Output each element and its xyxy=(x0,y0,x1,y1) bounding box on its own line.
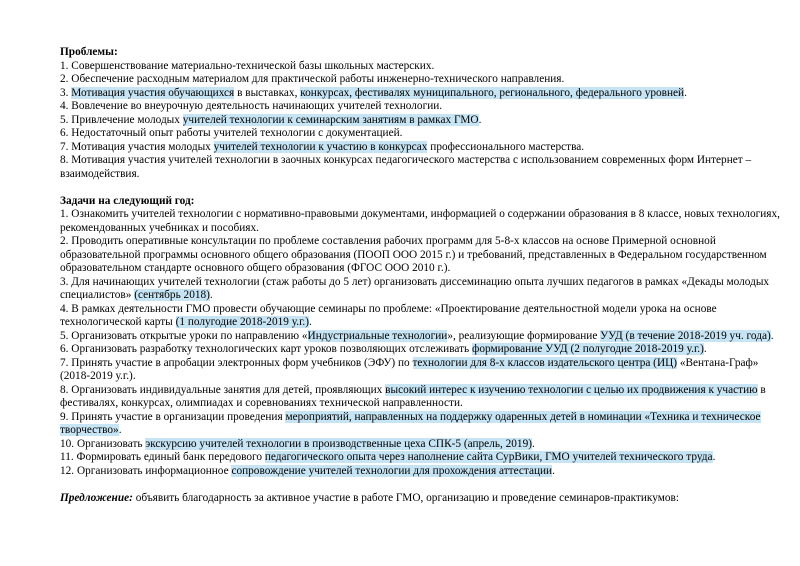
section-heading xyxy=(60,195,786,209)
paragraph xyxy=(60,411,786,438)
paragraph xyxy=(60,100,786,114)
paragraph xyxy=(60,154,786,181)
text-run: Предложение: xyxy=(60,491,133,504)
text-run: «Вентана-Граф» (2018-2019 у.г.). xyxy=(60,356,759,382)
paragraph xyxy=(60,438,786,452)
text-run: 11. Формировать единый банк передового xyxy=(60,451,265,463)
text-run: . xyxy=(712,451,716,463)
paragraph xyxy=(60,141,786,155)
section-heading xyxy=(60,46,786,60)
text-run: », реализующие формирование xyxy=(447,329,601,342)
paragraph xyxy=(60,357,786,384)
highlighted-text-run: учителей технологии к участию в конкурсах xyxy=(213,140,428,153)
text-run: 4. Вовлечение во внеурочную деятельность начинающих учителей технологии. xyxy=(60,100,443,112)
text-run: 2. Проводить оперативные консультации по проблеме составления рабочих программ для 5-8-х классов на основе Примерной основной образовательной программы основного общего образования (ПООП ООО 2015 г.) и требований, представленных в Федеральном государственном образовательном стандарте основного общего образования (ФГОС ООО 2010 г.). xyxy=(60,235,767,274)
text-run: 1. Совершенствование материально-технической базы школьных мастерских. xyxy=(60,59,435,72)
text-run: . xyxy=(532,437,535,450)
text-run: 7. Принять участие в апробации электронных форм учебников (ЭФУ) по xyxy=(60,356,413,369)
paragraph xyxy=(60,208,786,235)
highlighted-text-run: сопровождение учителей технологии для прохождения аттестации xyxy=(231,464,553,477)
text-run: . xyxy=(703,343,707,355)
highlighted-text-run: экскурсию учителей технологии в производственные цеха СПК-5 (апрель, 2019) xyxy=(145,437,532,450)
text-run: 9. Принять участие в организации проведения xyxy=(60,410,286,423)
text-run: 5. Привлечение молодых xyxy=(60,113,183,126)
text-run: в фестивалях, конкурсах, олимпиадах и соревнованиях технической направленности. xyxy=(60,383,766,409)
paragraph xyxy=(60,330,786,344)
text-run: 4. В рамках деятельности ГМО провести обучающие семинары по проблеме: «Проектирование деятельностной модели урока на основе технологической карты xyxy=(60,302,717,328)
highlighted-text-run: УУД (в течение 2018-2019 уч. года) xyxy=(600,329,771,342)
text-run: . xyxy=(770,329,774,342)
paragraph xyxy=(60,492,786,506)
text-run: Задачи на следующий год: xyxy=(60,194,195,207)
highlighted-text-run: высокий интерес к изучению технологии с целью их продвижения к участию xyxy=(385,383,758,396)
highlighted-text-run: конкурсах, фестивалях муниципального, регионального, федерального уровней xyxy=(300,86,685,99)
text-run: объявить благодарность за активное участие в работе ГМО, организацию и проведение семинаров-практикумов: xyxy=(132,491,680,504)
text-run: . xyxy=(478,113,482,126)
highlighted-text-run: мероприятий, направленных на поддержку одаренных детей в номинации «Техника и техническое творчество» xyxy=(60,410,761,436)
paragraph xyxy=(60,235,786,276)
text-run: профессионального мастерства. xyxy=(427,140,585,153)
paragraph xyxy=(60,127,786,141)
text-run: . xyxy=(684,86,687,99)
text-run: 10. Организовать xyxy=(60,437,146,450)
paragraph xyxy=(60,60,786,74)
text-run: 1. Ознакомить учителей технологии с нормативно-правовыми документами, информацией о содержании образования в 8 классе, новых технологиях, рекомендованных учебниках и пособиях. xyxy=(60,208,780,234)
text-run: 8. Организовать индивидуальные занятия для детей, проявляющих xyxy=(60,383,386,396)
highlighted-text-run: технологии для 8-х классов издательского центра (ИЦ) xyxy=(412,356,678,369)
highlighted-text-run: (сентябрь 2018) xyxy=(134,289,210,301)
blank-line xyxy=(60,478,786,492)
paragraph xyxy=(60,451,786,465)
text-run: . xyxy=(552,464,555,477)
paragraph xyxy=(60,87,786,101)
text-run: . xyxy=(209,289,213,301)
paragraph xyxy=(60,303,786,330)
text-run: 3. xyxy=(60,86,72,99)
highlighted-text-run: (1 полугодие 2018-2019 у.г.) xyxy=(175,316,310,328)
paragraph xyxy=(60,114,786,128)
paragraph xyxy=(60,465,786,479)
text-run: 8. Мотивация участия учителей технологии в заочных конкурсах педагогического мастерства с использованием современных форм Интернет – взаимодействия. xyxy=(60,154,752,180)
text-run: 2. Обеспечение расходным материалом для практической работы инженерно-технического направления. xyxy=(60,73,565,85)
text-run: 3. Для начинающих учителей технологии (стаж работы до 5 лет) организовать диссеминацию опыта лучших педагогов в рамках «Декады молодых специалистов» xyxy=(60,275,770,301)
text-run: 5. Организовать открытые уроки по направлению « xyxy=(60,329,308,342)
highlighted-text-run: формирование УУД (2 полугодие 2018-2019 у.г.) xyxy=(472,343,704,355)
text-run: . xyxy=(309,316,312,328)
text-run: . xyxy=(118,424,122,436)
paragraph xyxy=(60,73,786,87)
highlighted-text-run: учителей технологии к семинарским занятиям в рамках ГМО xyxy=(182,113,479,126)
text-run: 6. Организовать разработку технологических карт уроков позволяющих отслеживать xyxy=(60,343,473,355)
text-run: в выставках, xyxy=(234,86,301,99)
text-run: 12. Организовать информационное xyxy=(60,464,232,477)
highlighted-text-run: Мотивация участия обучающихся xyxy=(71,86,235,99)
paragraph xyxy=(60,276,786,303)
text-run: Проблемы: xyxy=(60,46,118,58)
highlighted-text-run: педагогического опыта через наполнение сайта СурВики, ГМО учителей технического труда xyxy=(264,451,713,463)
highlighted-text-run: Индустриальные технологии xyxy=(307,329,448,342)
text-run: 7. Мотивация участия молодых xyxy=(60,140,214,153)
text-run: 6. Недостаточный опыт работы учителей технологии с документацией. xyxy=(60,127,403,139)
blank-line xyxy=(60,181,786,195)
paragraph xyxy=(60,343,786,357)
paragraph xyxy=(60,384,786,411)
